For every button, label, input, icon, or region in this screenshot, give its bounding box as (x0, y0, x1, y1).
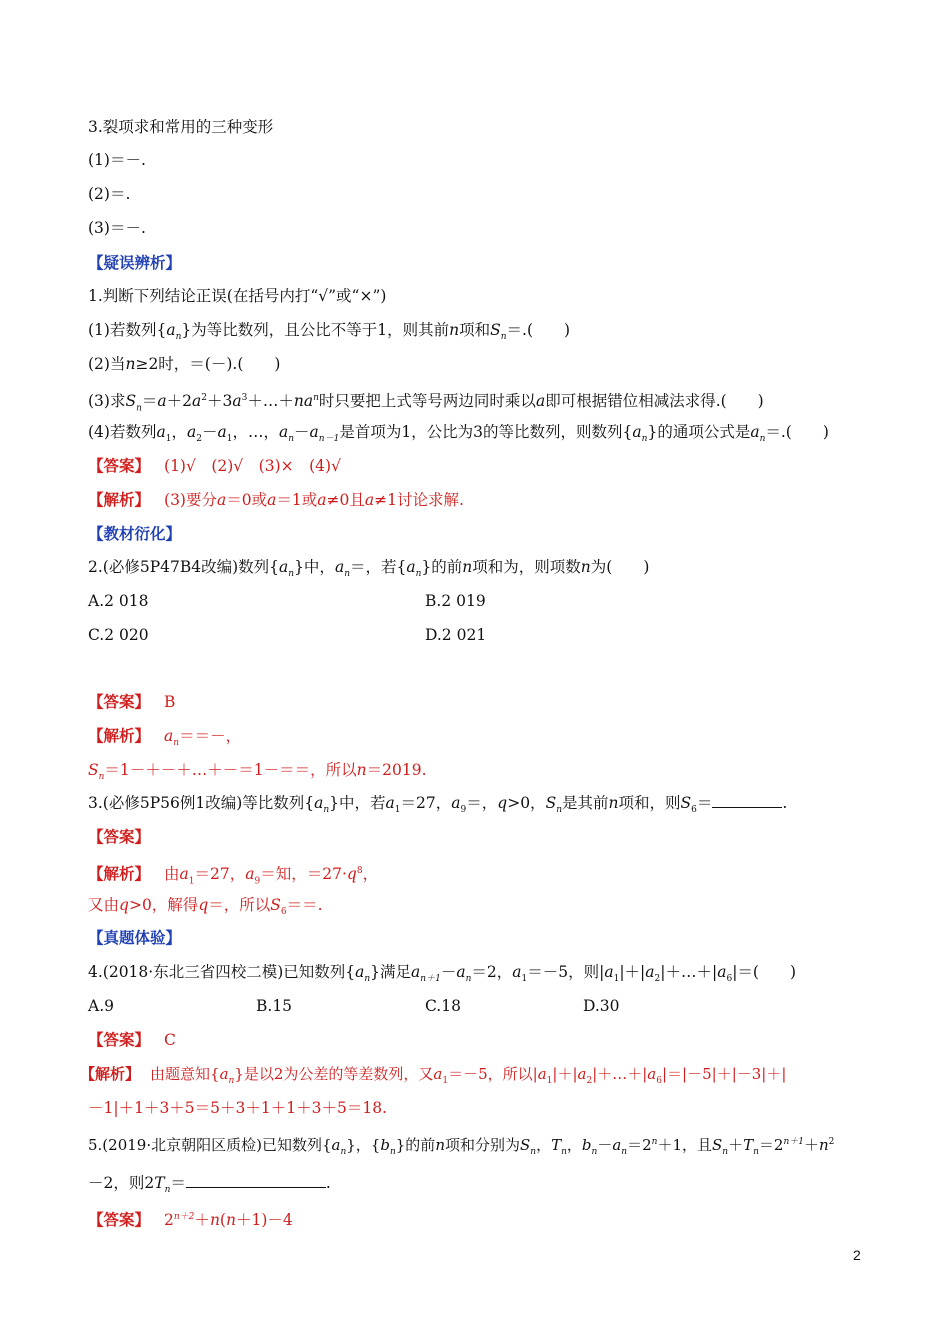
variant-2: (2)＝. (88, 185, 131, 203)
q5-stem-1: 5.(2019·北京朝阳区质检)已知数列$\{a_n\}$，$\{b_n\}$的前n项和分别为$S_n$，$T_n$，$b_n-a_n=2^n+1$，且$S_n+T_n=2^{n+1}+n^2$ (88, 1136, 835, 1157)
option-c[interactable]: C.2 020 (88, 626, 149, 644)
option-a[interactable]: A.9 (88, 997, 114, 1015)
q4-analysis-2: －1|＋1＋3＋5＝5＋3＋1＋1＋3＋5＝18. (88, 1099, 387, 1117)
q1-item-2: (2)当n≥2时，＝(－).( ) (88, 355, 281, 373)
option-b[interactable]: B.15 (256, 997, 293, 1015)
q2-options-row-2 (88, 624, 487, 646)
q5-stem-2: －2，则$2T_n=$ . (88, 1174, 331, 1196)
option-d[interactable]: D.2 021 (425, 626, 487, 644)
q4-answer: 【答案】 C (88, 1030, 176, 1049)
q2-answer: 【答案】 B (88, 692, 176, 711)
q1-analysis: 【解析】 (3)要分a＝0或a＝1或a≠0且a≠1讨论求解. (88, 490, 464, 509)
analysis-label: 【解析】 (88, 490, 151, 509)
q2-options-row-1 (88, 590, 486, 612)
q1-stem: 1.判断下列结论正误(在括号内打“√”或“×”) (88, 287, 387, 305)
option-c[interactable]: C.18 (425, 997, 461, 1015)
q3-analysis-2: 又由q>0，解得q＝，所以$S_6==$. (88, 896, 323, 918)
analysis-label: 【解析】 (80, 1065, 141, 1083)
q3-stem: 3.(必修5P56例1改编)等比数列$\{a_n\}$中，若$a_1=27$，$a_9=$，q>0，$S_n$是其前n项和，则$S_6=$ . (88, 794, 788, 816)
q1-item-4: (4)若数列$a_1$，$a_2-a_1$，…，$a_n-a_{n-1}$是首项为1，公比为3的等比数列，则数列$\{a_n\}$的通项公式是$a_n=$.( ) (88, 423, 829, 445)
analysis-label: 【解析】 (88, 726, 151, 745)
answer-blank[interactable] (186, 1173, 326, 1188)
q2-stem: 2.(必修5P47B4改编)数列$\{a_n\}$中，$a_n=$，若$\{a_n\}$的前n项和为，则项数n为( ) (88, 558, 650, 580)
answer-label: 【答案】 (88, 1210, 151, 1230)
q1-item-3: (3)求$S_n=a+2a^2+3a^3+\dots+na^n$时只要把上式等号两边同时乘以a即可根据错位相减法求得.( ) (88, 392, 764, 414)
page-number: 2 (853, 1247, 861, 1263)
q3-answer (88, 826, 164, 848)
q1-answer: 【答案】 (1)√ (2)√ (3)× (4)√ (88, 456, 341, 475)
q3-analysis-1: 【解析】 由$a_1=27$，$a_9=$知，$=27\cdot q^8$， (88, 864, 379, 887)
option-d[interactable]: D.30 (583, 997, 620, 1015)
section-tag-yiwu: 【疑误辨析】 (88, 253, 182, 272)
answer-label: 【答案】 (88, 692, 151, 711)
analysis-label: 【解析】 (88, 864, 151, 884)
section-tag-zhenti: 【真题体验】 (88, 928, 182, 947)
q4-stem: 4.(2018·东北三省四校二模)已知数列$\{a_n\}$满足$a_{n+1}-a_n=2$，$a_1=-5$，则$|a_1|+|a_2|+\dots+|a_6|=$( ) (88, 963, 797, 985)
answer-label: 【答案】 (88, 1030, 151, 1049)
q2-analysis-2: $S_n=1-+-+\dots+-=1-==$，所以n＝2019. (88, 761, 427, 783)
q2-analysis-1: 【解析】 $a_n==-$， (88, 726, 242, 749)
option-a[interactable]: A.2 018 (88, 592, 149, 610)
answer-blank[interactable] (712, 793, 782, 808)
section-tag-jiaocai: 【教材衍化】 (88, 524, 182, 543)
variant-3: (3)＝－. (88, 219, 146, 237)
heading-3: 3.裂项求和常用的三种变形 (88, 118, 274, 136)
option-b[interactable]: B.2 019 (425, 592, 486, 610)
variant-1: (1)＝－. (88, 151, 146, 169)
q4-analysis-1: 【解析】 由题意知$\{a_n\}$是以2为公差的等差数列，又$a_1=-5$，所以$|a_1|+|a_2|+\dots+|a_6|=|-5|+|-3|+|$ (80, 1065, 787, 1086)
answer-label: 【答案】 (88, 827, 151, 846)
answer-label: 【答案】 (88, 456, 151, 475)
q4-options (88, 995, 620, 1017)
q1-item-1: (1)若数列$\{a_n\}$为等比数列，且公比不等于1，则其前n项和$S_n=$.( ) (88, 321, 571, 343)
q5-answer: 【答案】 $2^{n+2}+n(n+1)-4$ (88, 1210, 293, 1230)
